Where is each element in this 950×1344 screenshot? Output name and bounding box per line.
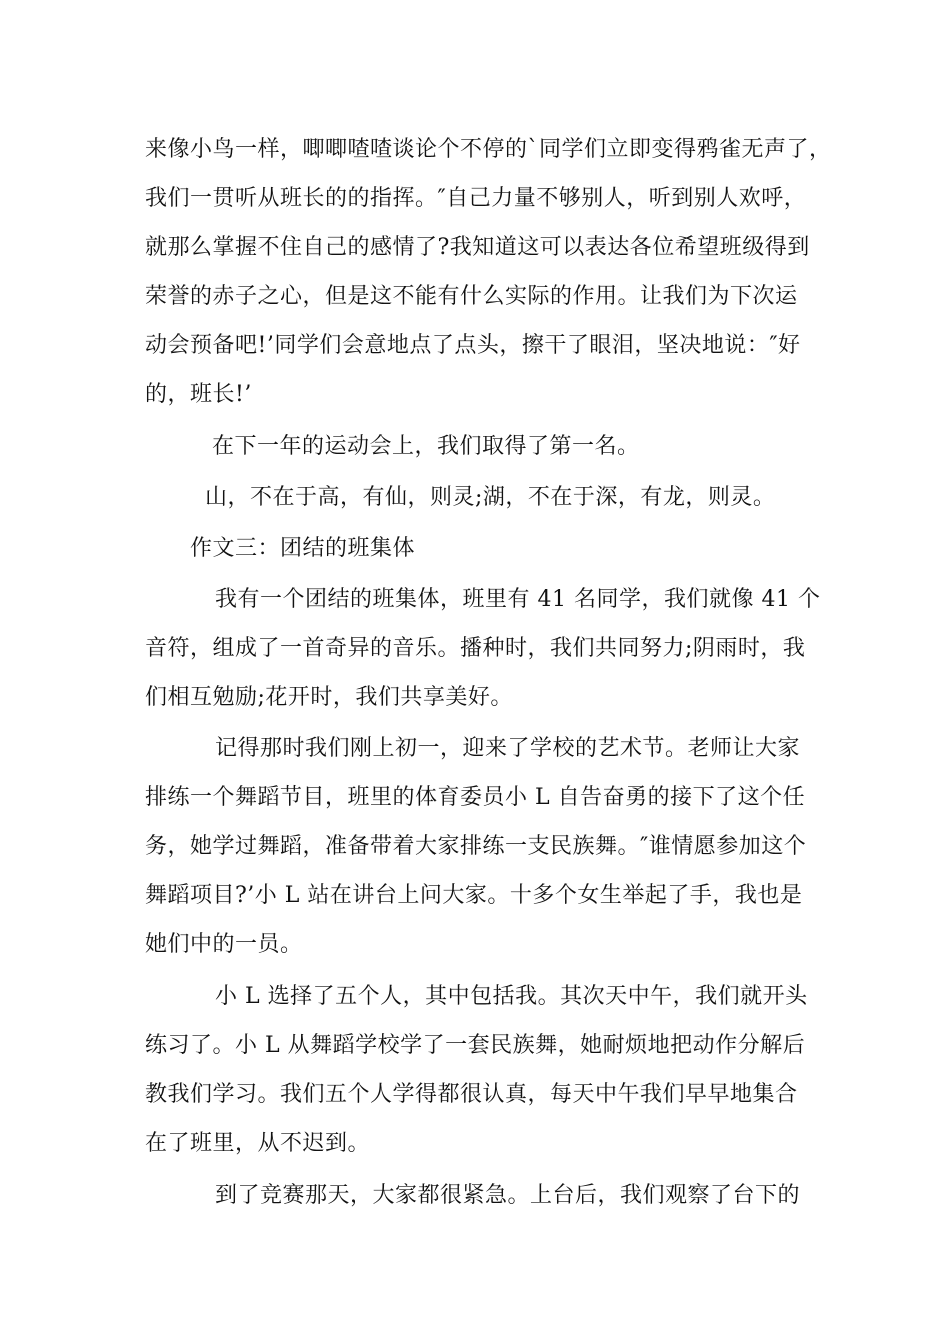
paragraph-5-line-5: 她们中的一员。 [145,932,303,957]
paragraph-1-line-1: 来像小鸟一样，唧唧喳喳谈论个不停的`同学们立即变得鸦雀无声了， [145,137,832,162]
paragraph-1-line-2: 我们一贯听从班长的的指挥。″自己力量不够别人，听到别人欢呼， [145,186,807,211]
paragraph-5-line-4: 舞蹈项目?’小 L 站在讲台上问大家。十多个女生举起了手，我也是 [145,883,803,908]
paragraph-1-line-3: 就那么掌握不住自己的感情了?我知道这可以表达各位希望班级得到 [145,235,810,260]
paragraph-5-line-1: 记得那时我们刚上初一，迎来了学校的艺术节。老师让大家 [215,736,801,761]
essay-heading: 作文三：团结的班集体 [190,536,416,561]
paragraph-6-line-4: 在了班里，从不迟到。 [145,1131,371,1156]
paragraph-6-line-3: 教我们学习。我们五个人学得都很认真，每天中午我们早早地集合 [145,1082,798,1107]
paragraph-6-line-1: 小 L 选择了五个人，其中包括我。其次天中午，我们就开头 [215,984,808,1009]
paragraph-7: 到了竞赛那天，大家都很紧急。上台后，我们观察了台下的 [215,1183,801,1208]
paragraph-4-line-1: 我有一个团结的班集体，班里有 41 名同学，我们就像 41 个 [215,587,821,612]
paragraph-6-line-2: 练习了。小 L 从舞蹈学校学了一套民族舞，她耐烦地把动作分解后 [145,1033,806,1058]
paragraph-1-line-4: 荣誉的赤子之心，但是这不能有什么实际的作用。让我们为下次运 [145,284,798,309]
paragraph-5-line-3: 务，她学过舞蹈，准备带着大家排练一支民族舞。″谁情愿参加这个 [145,834,807,859]
paragraph-5-line-2: 排练一个舞蹈节目，班里的体育委员小 L 自告奋勇的接下了这个任 [145,785,806,810]
paragraph-2: 在下一年的运动会上，我们取得了第一名。 [212,434,640,459]
paragraph-3: 山，不在于高，有仙，则灵;湖，不在于深，有龙，则灵。 [205,485,776,510]
paragraph-1-line-6: 的，班长!’ [145,382,252,407]
paragraph-4-line-3: 们相互勉励;花开时，我们共享美好。 [145,685,513,710]
paragraph-4-line-2: 音符，组成了一首奇异的音乐。播种时，我们共同努力;阴雨时，我 [145,636,806,661]
paragraph-1-line-5: 动会预备吧!’同学们会意地点了点头，擦干了眼泪，坚决地说：″好 [145,333,801,358]
